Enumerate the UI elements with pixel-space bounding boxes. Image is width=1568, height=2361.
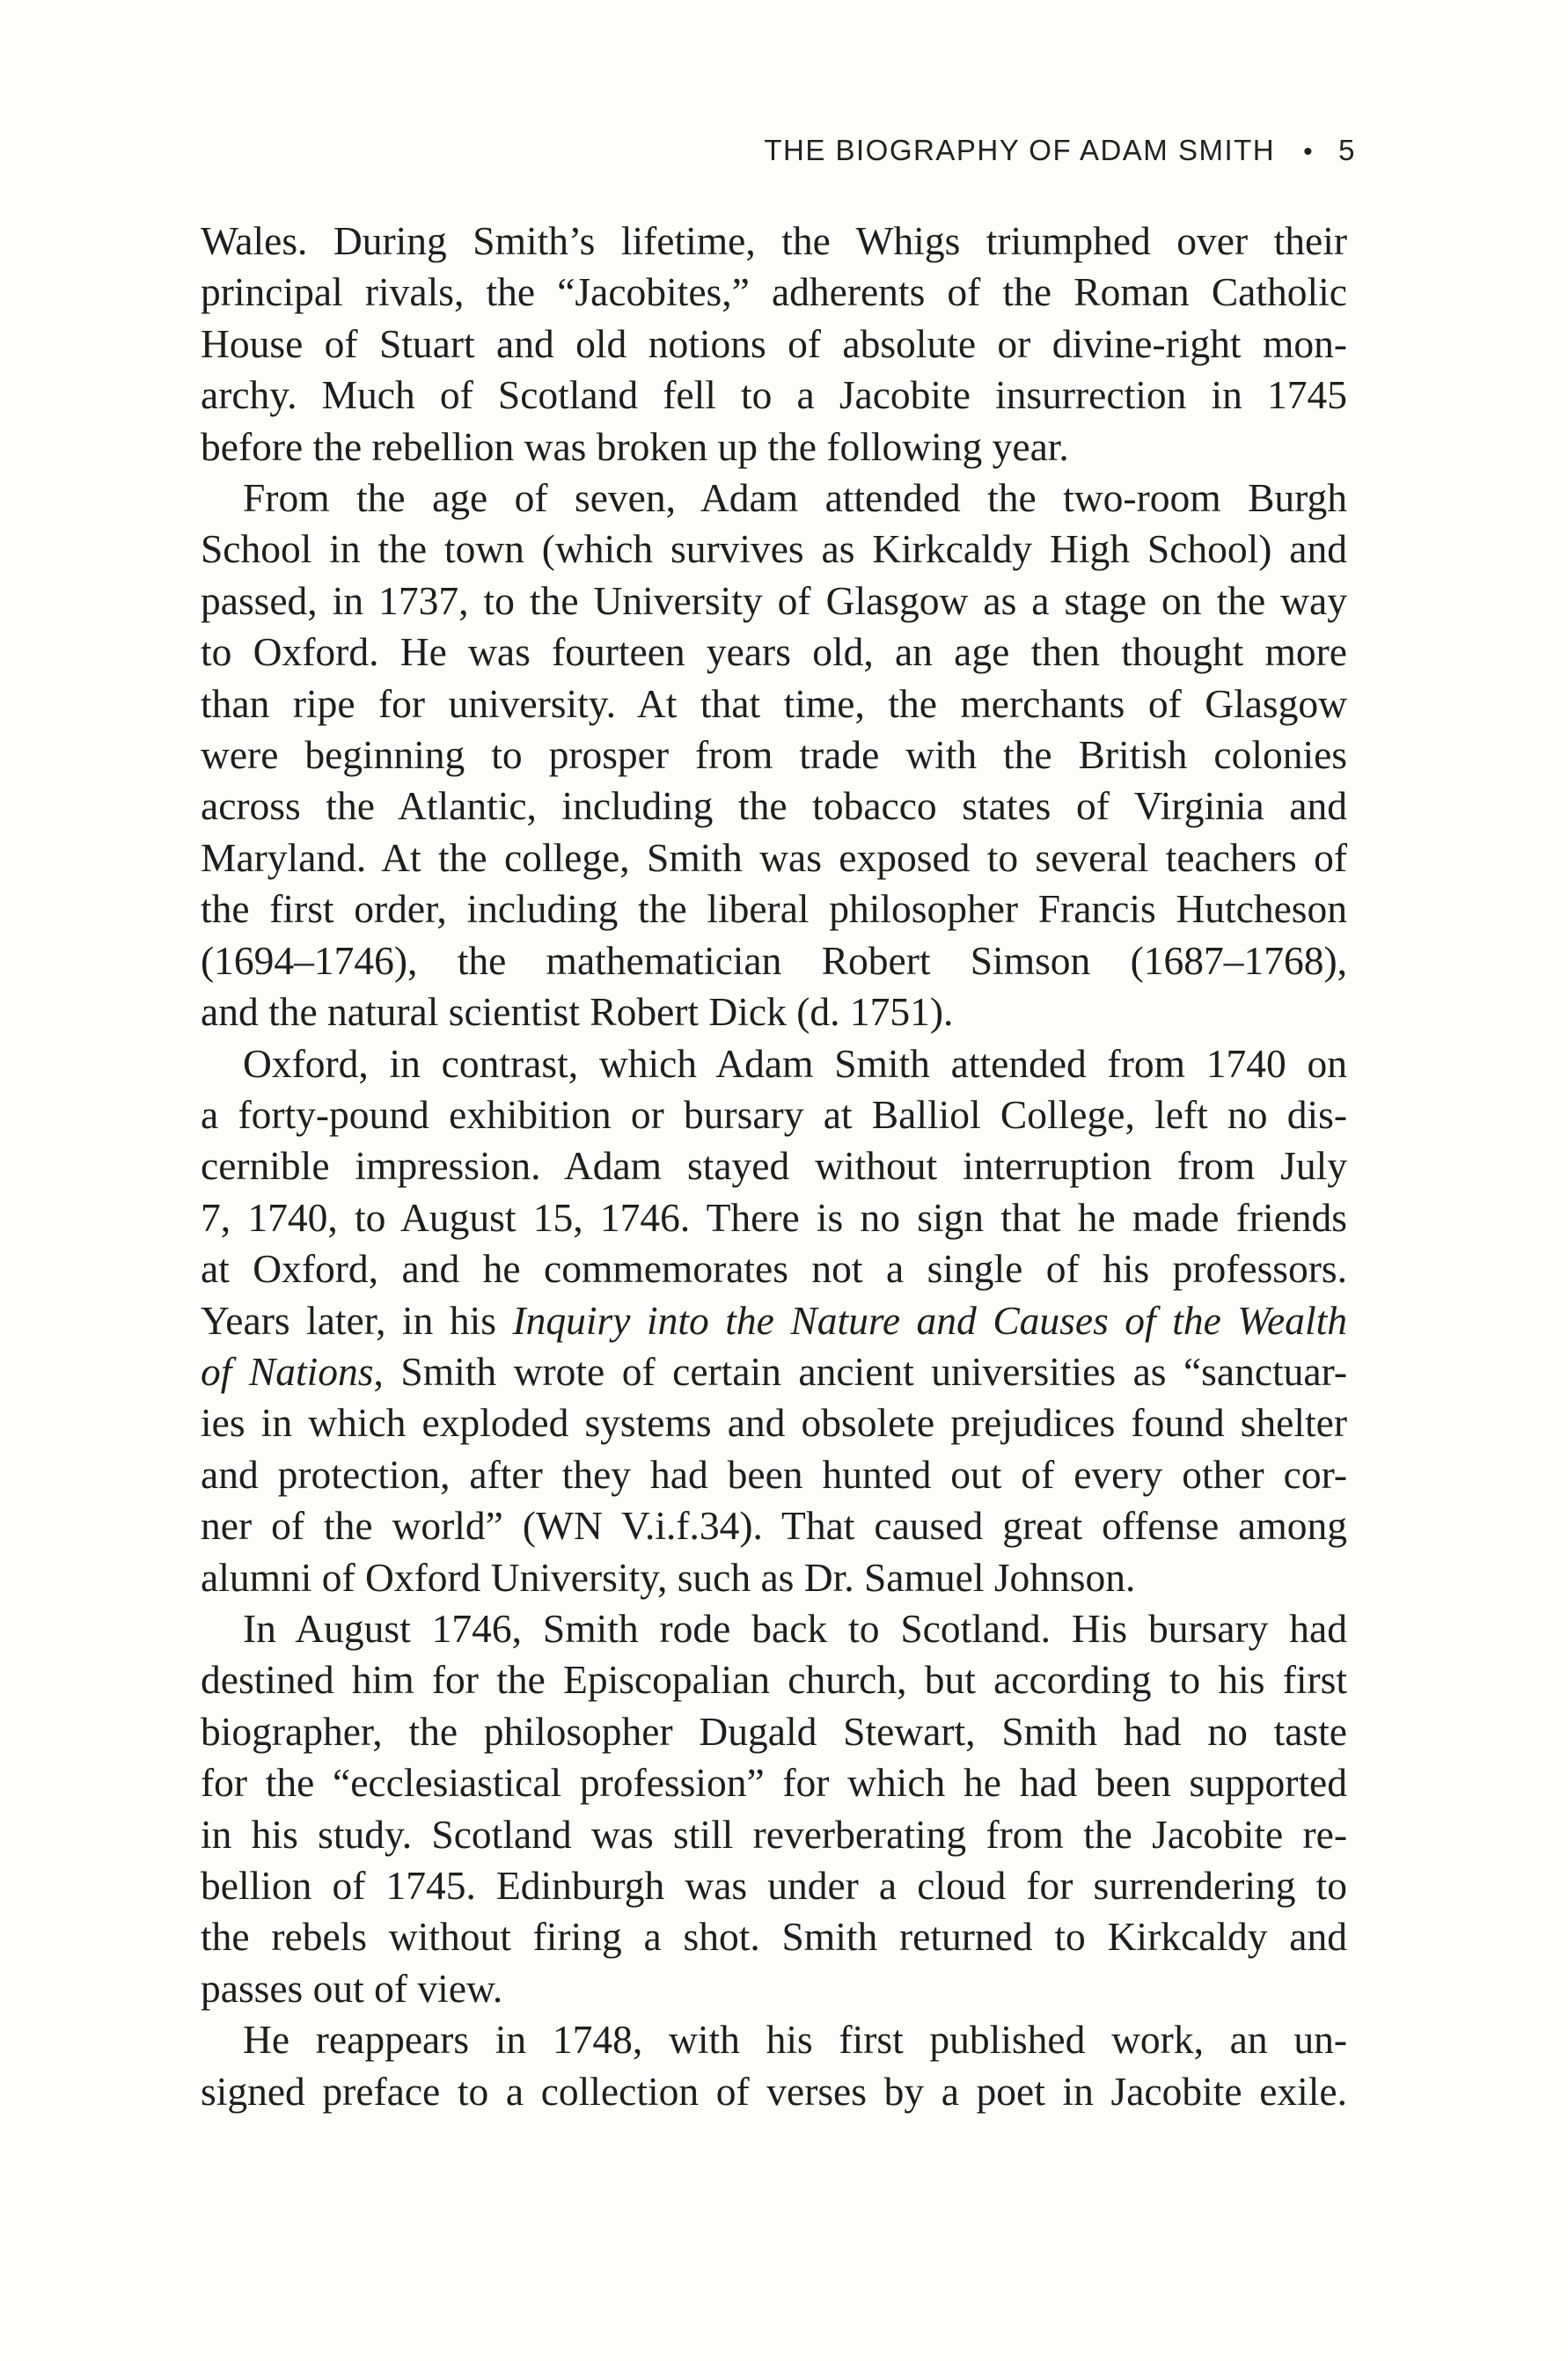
text-line: destined him for the Episcopalian church, but according to his first bbox=[201, 1657, 1347, 1703]
text-line: to Oxford. He was fourteen years old, an age then thought more bbox=[201, 629, 1347, 675]
text-line: biographer, the philosopher Dugald Stewart, Smith had no taste bbox=[201, 1708, 1347, 1754]
text-line: signed preface to a collection of verses by a poet in Jacobite exile. bbox=[201, 2068, 1347, 2114]
text-line: From the age of seven, Adam attended the two-room Burgh bbox=[243, 475, 1347, 521]
book-title-italic: of Nations bbox=[201, 1348, 374, 1394]
text-line: Maryland. At the college, Smith was exposed to several teachers of bbox=[201, 834, 1347, 880]
text-line: ies in which exploded systems and obsolete prejudices found shelter bbox=[201, 1400, 1347, 1446]
header-separator: • bbox=[1303, 137, 1315, 166]
text-line: 7, 1740, to August 15, 1746. There is no sign that he made friends bbox=[201, 1194, 1347, 1240]
body-text bbox=[201, 216, 1347, 2117]
text-line: for the “ecclesiastical profession” for which he had been supported bbox=[201, 1760, 1347, 1806]
running-header-title: THE BIOGRAPHY OF ADAM SMITH bbox=[764, 134, 1276, 166]
text-line: across the Atlantic, including the tobacco states of Virginia and bbox=[201, 783, 1347, 829]
text-line: passed, in 1737, to the University of Glasgow as a stage on the way bbox=[201, 577, 1347, 623]
text-line: and the natural scientist Robert Dick (d. 1751). bbox=[201, 989, 954, 1035]
text-line: passes out of view. bbox=[201, 1965, 503, 2011]
text-line: were beginning to prosper from trade with the British colonies bbox=[201, 732, 1347, 778]
text-line: than ripe for university. At that time, the merchants of Glasgow bbox=[201, 680, 1347, 726]
text-line: (1694–1746), the mathematician Robert Simson (1687–1768), bbox=[201, 937, 1347, 983]
text-line: before the rebellion was broken up the following year. bbox=[201, 423, 1069, 469]
text-line: bellion of 1745. Edinburgh was under a cloud for surrendering to bbox=[201, 1863, 1347, 1908]
text-line: Wales. During Smith’s lifetime, the Whigs triumphed over their bbox=[201, 218, 1347, 263]
text-segment: , Smith wrote of certain ancient universities as “sanctuar- bbox=[373, 1348, 1348, 1394]
text-line: He reappears in 1748, with his first published work, an un- bbox=[243, 2017, 1347, 2063]
text-line: Oxford, in contrast, which Adam Smith attended from 1740 on bbox=[243, 1040, 1347, 1086]
text-line: alumni of Oxford University, such as Dr. Samuel Johnson. bbox=[201, 1554, 1136, 1600]
text-line: a forty-pound exhibition or bursary at Balliol College, left no dis- bbox=[201, 1091, 1347, 1137]
text-line: ner of the world” (WN V.i.f.34). That caused great offense among bbox=[201, 1503, 1347, 1549]
running-header bbox=[201, 134, 1356, 167]
text-line: In August 1746, Smith rode back to Scotland. His bursary had bbox=[243, 1605, 1347, 1651]
text-line: principal rivals, the “Jacobites,” adherents of the Roman Catholic bbox=[201, 269, 1347, 315]
text-line: School in the town (which survives as Kirkcaldy High School) and bbox=[201, 526, 1347, 572]
text-line bbox=[201, 1346, 1347, 1397]
text-line: the rebels without firing a shot. Smith returned to Kirkcaldy and bbox=[201, 1914, 1347, 1960]
book-title-italic: Inquiry into the Nature and Causes of the Wealth bbox=[512, 1297, 1348, 1343]
text-line: and protection, after they had been hunted out of every other cor- bbox=[201, 1451, 1347, 1497]
page-number: 5 bbox=[1338, 134, 1356, 166]
text-line: in his study. Scotland was still reverberating from the Jacobite re- bbox=[201, 1811, 1347, 1857]
text-line: the first order, including the liberal philosopher Francis Hutcheson bbox=[201, 886, 1347, 932]
text-line: at Oxford, and he commemorates not a single of his professors. bbox=[201, 1246, 1347, 1292]
text-segment: Years later, in his bbox=[201, 1297, 513, 1343]
text-line: House of Stuart and old notions of absolute or divine-right mon- bbox=[201, 320, 1347, 366]
text-line bbox=[201, 1295, 1347, 1346]
text-line: cernible impression. Adam stayed without interruption from July bbox=[201, 1143, 1347, 1189]
text-line: archy. Much of Scotland fell to a Jacobite insurrection in 1745 bbox=[201, 372, 1347, 418]
